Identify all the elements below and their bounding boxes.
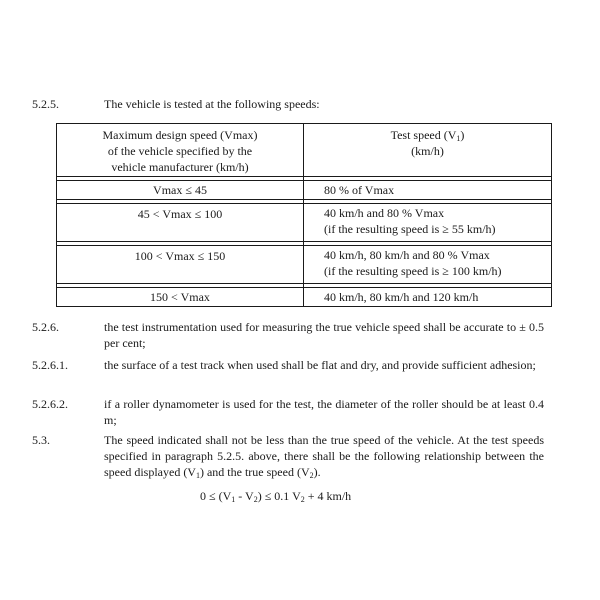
s53-text-a: The speed indicated shall not be less than the true speed of the vehicle. At the test speeds specified in paragraph 5.2.5. above, there shall be the following relationship between the speed displayed (V (104, 433, 544, 479)
row-3-value-line-1: 40 km/h, 80 km/h and 80 % Vmax (324, 248, 490, 262)
row-3-condition: 100 < Vmax ≤ 150 (57, 246, 304, 284)
row-4-value-line-1: 40 km/h, 80 km/h and 120 km/h (324, 290, 479, 304)
section-text-5-2-6: the test instrumentation used for measuring the true vehicle speed shall be accurate to ± 0.5 per cent; (104, 320, 544, 350)
header-right-text: Test speed (V (390, 128, 457, 142)
table-row (57, 246, 552, 284)
header-left-line-2: of the vehicle specified by the (107, 144, 253, 158)
section-number-5-2-5: 5.2.5. (32, 97, 59, 111)
s53-text-b: ) and the true speed (V (199, 465, 310, 479)
formula-sub-1: 1 (231, 495, 236, 504)
header-right-line-1 (304, 127, 551, 143)
row-2-value-line-2: (if the resulting speed is ≥ 55 km/h) (324, 222, 496, 236)
header-max-design-speed (57, 124, 304, 177)
section-text-5-2-5: The vehicle is tested at the following speeds: (104, 97, 320, 111)
row-4-value (304, 288, 552, 307)
row-1-value-line-1: 80 % of Vmax (324, 183, 395, 197)
s53-sub-1: 1 (195, 471, 200, 480)
formula-a: 0 ≤ (V (200, 489, 232, 503)
s53-text-c: ). (313, 465, 321, 479)
header-right-line-2: (km/h) (411, 144, 444, 158)
table-row (57, 181, 552, 200)
section-text-5-2-6-2: if a roller dynamometer is used for the test, the diameter of the roller should be at least 0.4 m; (104, 397, 544, 427)
section-number-5-2-6: 5.2.6. (32, 320, 59, 334)
header-right-sub: 1 (456, 134, 461, 143)
formula-sub-2: 2 (253, 495, 258, 504)
header-test-speed (304, 124, 552, 177)
section-number-5-2-6-1: 5.2.6.1. (32, 358, 68, 372)
row-3-value (304, 246, 552, 284)
test-speed-table (56, 123, 552, 307)
s53-sub-2: 2 (309, 471, 314, 480)
row-2-value-line-1: 40 km/h and 80 % Vmax (324, 206, 445, 220)
section-number-5-3: 5.3. (32, 433, 50, 447)
row-2-condition: 45 < Vmax ≤ 100 (57, 204, 304, 242)
header-left-line-3: vehicle manufacturer (km/h) (111, 160, 249, 174)
row-1-value (304, 181, 552, 200)
header-left-line-1: Maximum design speed (Vmax) (102, 128, 258, 142)
speed-relationship-formula (200, 488, 351, 504)
row-4-condition: 150 < Vmax (57, 288, 304, 307)
formula-d: + 4 km/h (304, 489, 352, 503)
formula-c: ) ≤ 0.1 V (257, 489, 301, 503)
formula-b: - V (235, 489, 254, 503)
section-number-5-2-6-2: 5.2.6.2. (32, 397, 68, 411)
section-text-5-2-6-1: the surface of a test track when used shall be flat and dry, and provide sufficient adhesion; (104, 358, 536, 372)
table-header-row (57, 124, 552, 177)
table-row (57, 204, 552, 242)
formula-sub-3: 2 (300, 495, 305, 504)
header-right-close: ) (460, 128, 465, 142)
section-text-5-3 (104, 432, 544, 480)
row-2-value (304, 204, 552, 242)
table-row (57, 288, 552, 307)
row-3-value-line-2: (if the resulting speed is ≥ 100 km/h) (324, 264, 502, 278)
row-1-condition: Vmax ≤ 45 (57, 181, 304, 200)
